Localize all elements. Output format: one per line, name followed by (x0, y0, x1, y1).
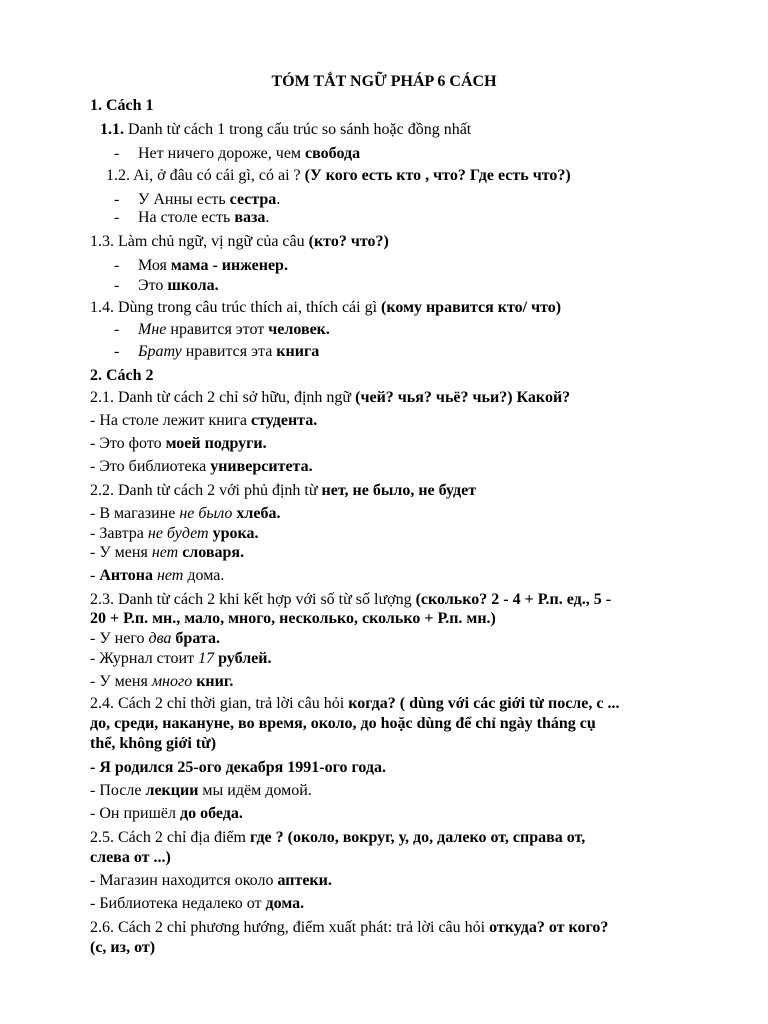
example-italic: не было (179, 505, 233, 522)
item-2-4 (90, 694, 619, 714)
item-1-3 (90, 232, 389, 252)
bullet-dash: - (114, 321, 120, 338)
example-keyword: моей подруги. (165, 435, 267, 452)
example-end: . (276, 191, 281, 208)
section-1-heading: 1. Cách 1 (90, 97, 154, 114)
example-2-1-b (90, 434, 267, 454)
item-1-1-num: 1.1. (100, 121, 124, 138)
example-keyword: мама - инженер. (170, 257, 288, 274)
example-keyword: словаря. (178, 544, 245, 561)
example-2-5-a (90, 871, 332, 891)
example-text: - Он пришёл (90, 805, 180, 822)
item-1-3-text: 1.3. Làm chủ ngữ, vị ngữ của câu (90, 233, 309, 250)
example-italic: Брату (138, 343, 182, 360)
example-keyword: лекции (145, 782, 199, 799)
example-text: - У меня (90, 544, 152, 561)
item-1-1-text: Danh từ cách 1 trong cấu trúc so sánh hoặc đồng nhất (124, 121, 472, 138)
example-keyword: брата. (171, 630, 220, 647)
example-keyword: ваза (234, 209, 266, 226)
example-text: - Завтра (90, 525, 148, 542)
example-italic: нет (151, 544, 179, 561)
example-2-2-b (90, 524, 258, 544)
example-keyword: сестра (229, 191, 277, 208)
item-2-6-question: откуда? от кого? (489, 919, 609, 936)
example-keyword: урока. (208, 525, 259, 542)
example-text: - Это библиотека (90, 458, 211, 475)
example-2-4-a: - Я родился 25-ого декабря 1991-ого года. (90, 759, 386, 776)
example-text: дома. (183, 567, 225, 584)
example-text: - Магазин находится около (90, 872, 278, 889)
example-2-4-b (90, 781, 312, 801)
example-text: У Анны есть (138, 191, 230, 208)
example-2-3-b (90, 649, 271, 669)
item-2-3-question: (сколько? 2 - 4 + Р.п. ед., 5 - (415, 591, 612, 608)
item-2-6 (90, 918, 608, 938)
item-2-6-text: 2.6. Cách 2 chỉ phương hướng, điểm xuất phát: trả lời câu hỏi (90, 919, 490, 936)
example-1-4-b (138, 342, 319, 362)
example-text: - В магазине (90, 505, 180, 522)
example-2-1-c (90, 457, 313, 477)
item-2-4-text: 2.4. Cách 2 chỉ thời gian, trả lời câu hỏi (90, 695, 349, 712)
item-2-2-text: 2.2. Danh từ cách 2 với phủ định từ (90, 482, 322, 499)
example-text: Моя (138, 257, 171, 274)
example-keyword: школа. (167, 277, 219, 294)
example-2-5-b (90, 894, 304, 914)
example-2-2-c (90, 543, 244, 563)
item-1-2 (106, 166, 571, 186)
item-2-6-continued: (с, из, от) (90, 939, 156, 956)
example-text: - На столе лежит книга (90, 412, 251, 429)
item-1-2-text: 1.2. Ai, ở đâu có cái gì, có ai ? (106, 167, 305, 184)
section-2-heading: 2. Cách 2 (90, 367, 154, 384)
example-text: Нет ничего дороже, чем (138, 145, 306, 162)
example-text: нравится этот (166, 321, 269, 338)
example-1-2-b (138, 208, 269, 228)
item-2-5-continued: слева от ...) (90, 849, 171, 866)
item-2-2-keywords: нет, не было, не будет (321, 482, 477, 499)
bullet-dash: - (114, 145, 120, 162)
example-end: . (265, 209, 270, 226)
example-text: - Библиотека недалеко от (90, 895, 266, 912)
item-2-5-text: 2.5. Cách 2 chỉ địa điểm (90, 829, 250, 846)
example-2-3-a (90, 629, 220, 649)
bullet-dash: - (114, 277, 120, 294)
bullet-dash: - (114, 343, 120, 360)
example-keyword: свобода (305, 145, 361, 162)
example-text: - После (90, 782, 146, 799)
example-keyword: рублей. (214, 650, 272, 667)
example-text: На столе есть (138, 209, 235, 226)
item-2-4-question: когда? ( dùng với các giới từ после, с ... (348, 695, 620, 712)
bullet-dash: - (114, 191, 120, 208)
item-2-2 (90, 481, 476, 501)
item-2-4-continued-2: thể, không giới từ) (90, 735, 217, 752)
bullet-dash: - (114, 209, 120, 226)
item-2-5-question: где ? (около, вокруг, у, до, далеко от, справа от, (249, 829, 586, 846)
example-keyword: до обеда. (179, 805, 243, 822)
example-text: - Это фото (90, 435, 166, 452)
example-italic: два (148, 630, 172, 647)
example-1-1-a (138, 144, 360, 164)
item-2-1-text: 2.1. Danh từ cách 2 chỉ sở hữu, định ngữ (90, 389, 356, 406)
example-2-2-d (90, 566, 224, 586)
example-keyword: книга (276, 343, 320, 360)
example-text: Это (138, 277, 168, 294)
item-1-4-question: (кому нравится кто/ что) (381, 299, 562, 316)
item-2-1-question: (чей? чья? чьё? чьи?) Какой? (355, 389, 571, 406)
item-2-5 (90, 828, 585, 848)
example-text: - У меня (90, 673, 152, 690)
example-keyword: Антона (99, 567, 153, 584)
example-1-3-b (138, 276, 219, 296)
item-1-1 (100, 120, 471, 140)
example-italic: нет (152, 567, 184, 584)
item-1-4 (90, 298, 561, 318)
item-1-4-text: 1.4. Dùng trong câu trúc thích ai, thích cái gì (90, 299, 382, 316)
item-2-3-continued: 20 + Р.п. мн., мало, много, несколько, сколько + Р.п. мн.) (90, 610, 496, 627)
item-1-2-question: (У кого есть кто , что? Где есть что?) (304, 167, 571, 184)
example-keyword: хлеба. (232, 505, 281, 522)
example-text: - Журнал стоит (90, 650, 199, 667)
example-1-2-a (138, 190, 280, 210)
example-italic: не будет (147, 525, 209, 542)
example-2-3-c (90, 672, 233, 692)
example-keyword: студента. (251, 412, 318, 429)
example-keyword: дома. (265, 895, 305, 912)
example-2-2-a (90, 504, 281, 524)
item-2-3 (90, 590, 611, 610)
page-title: TÓM TẮT NGỮ PHÁP 6 CÁCH (271, 73, 497, 90)
example-italic: много (151, 673, 193, 690)
example-end: мы идём домой. (198, 782, 312, 799)
example-keyword: аптеки. (277, 872, 332, 889)
example-2-4-c (90, 804, 243, 824)
bullet-dash: - (114, 257, 120, 274)
example-italic: 17 (198, 650, 215, 667)
example-keyword: книг. (192, 673, 234, 690)
example-1-4-a (138, 320, 330, 340)
example-1-3-a (138, 256, 288, 276)
example-keyword: человек. (268, 321, 330, 338)
item-1-3-question: (кто? что?) (308, 233, 389, 250)
item-2-3-text: 2.3. Danh từ cách 2 khi kết hợp với số từ số lượng (90, 591, 416, 608)
example-italic: Мне (138, 321, 167, 338)
example-2-1-a (90, 411, 317, 431)
item-2-4-continued-1: до, среди, накануне, во время, около, до hoặc dùng để chỉ ngày tháng cụ (90, 715, 596, 732)
example-text: нравится эта (181, 343, 277, 360)
example-keyword: университета. (210, 458, 313, 475)
example-prefix: - (90, 567, 100, 584)
example-text: - У него (90, 630, 149, 647)
item-2-1 (90, 388, 570, 408)
